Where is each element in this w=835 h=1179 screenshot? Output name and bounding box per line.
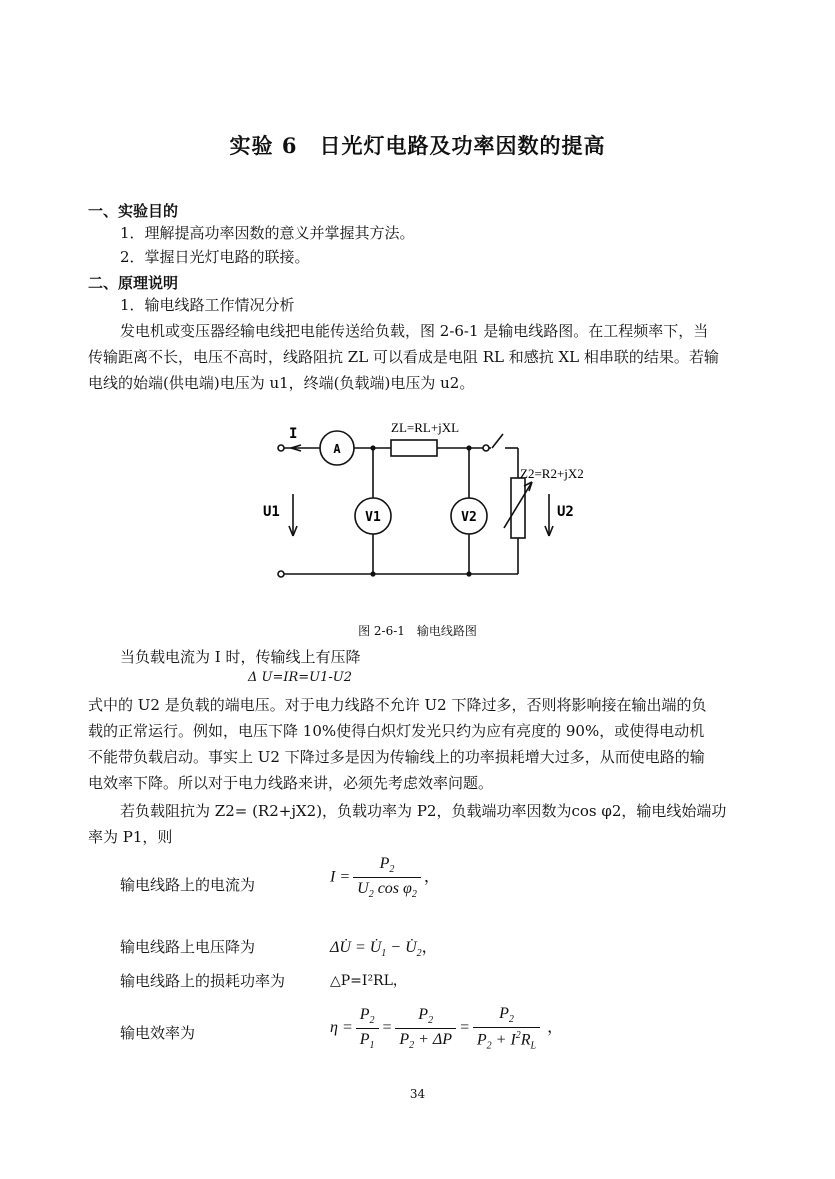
transmission-circuit-diagram <box>255 412 595 590</box>
text-line: 载的正常运行。例如，电压下降 10%使得白炽灯发光只约为应有亮度的 90%，或使得电动机 <box>88 722 705 740</box>
text-line: 传输距离不长，电压不高时，线路阻抗 ZL 可以看成是电阻 RL 和感抗 XL 相串联的结果。若输 <box>88 348 719 366</box>
efficiency-formula: η = $\frac{P_2}{P_1}$ = $\frac{P_2}{P_2 + \Delta P}$ = $\frac{P_2}{P_2 + I^2R_L}$ ， <box>330 1005 564 1052</box>
voltmeter-v1-label: V1 <box>365 510 381 525</box>
load-current-text: 当负载电流为 I 时，传输线上有压降 <box>120 648 361 666</box>
voltage-drop-formula: ΔU̇ = $U̇_1$ − $U̇_2$， <box>330 939 438 960</box>
subsection-title: 1．输电线路工作情况分析 <box>120 296 295 314</box>
voltage-formula-label: 输电线路上电压降为 <box>120 938 256 956</box>
line-impedance-label: ZL=RL+jXL <box>391 420 460 435</box>
text-line: 发电机或变压器经输电线把电能传送给负载，图 2-6-1 是输电线路图。在工程频率下，当 <box>120 322 709 340</box>
text-line: 电效率下降。所以对于电力线路来讲，必须先考虑效率问题。 <box>88 774 494 792</box>
load-impedance-label: Z2=R2+jX2 <box>520 466 584 481</box>
figure-caption: 图 2-6-1 输电线路图 <box>358 624 477 638</box>
text-line: 电线的始端(供电端)电压为 u1，终端(负载端)电压为 u2。 <box>88 374 475 392</box>
objective-item-2: 2．掌握日光灯电路的联接。 <box>120 248 310 266</box>
section1-heading: 一、实验目的 <box>88 202 179 220</box>
page-number: 34 <box>409 1087 426 1101</box>
page-title: 实验 6 日光灯电路及功率因数的提高 <box>229 133 606 158</box>
intro-paragraph <box>88 318 778 396</box>
efficiency-formula-label: 输电效率为 <box>120 1024 196 1042</box>
loss-formula-label: 输电线路上的损耗功率为 <box>120 972 286 990</box>
loss-formula: △P=I²RL， <box>330 973 407 989</box>
ammeter-label: A <box>333 442 341 456</box>
load-impedance-paragraph <box>88 798 778 850</box>
u1-label: U1 <box>263 504 280 520</box>
current-label: I <box>289 426 298 442</box>
text-line: 不能带负载启动。事实上 U2 下降过多是因为传输线上的功率损耗增大过多，从而使电路的输 <box>88 748 705 766</box>
current-formula: I = $\frac{P_2}{U_2 \cos \varphi_2}$ ， <box>330 855 440 901</box>
objective-item-1: 1．理解提高功率因数的意义并掌握其方法。 <box>120 224 415 242</box>
explanation-paragraph <box>88 692 778 796</box>
text-line: 若负载阻抗为 Z2= (R2+jX2)，负载功率为 P2，负载端功率因数为cos φ2，输电线始端功 <box>120 802 727 820</box>
voltmeter-v2-label: V2 <box>461 510 477 525</box>
current-formula-label: 输电线路上的电流为 <box>120 876 256 894</box>
section2-heading: 二、原理说明 <box>88 274 179 292</box>
text-line: 式中的 U2 是负载的端电压。对于电力线路不允许 U2 下降过多，否则将影响接在输出端的负 <box>88 696 707 714</box>
voltage-drop-equation: Δ U=IR=U1-U2 <box>248 670 353 685</box>
text-line: 率为 P1，则 <box>88 828 173 846</box>
u2-label: U2 <box>557 504 574 520</box>
